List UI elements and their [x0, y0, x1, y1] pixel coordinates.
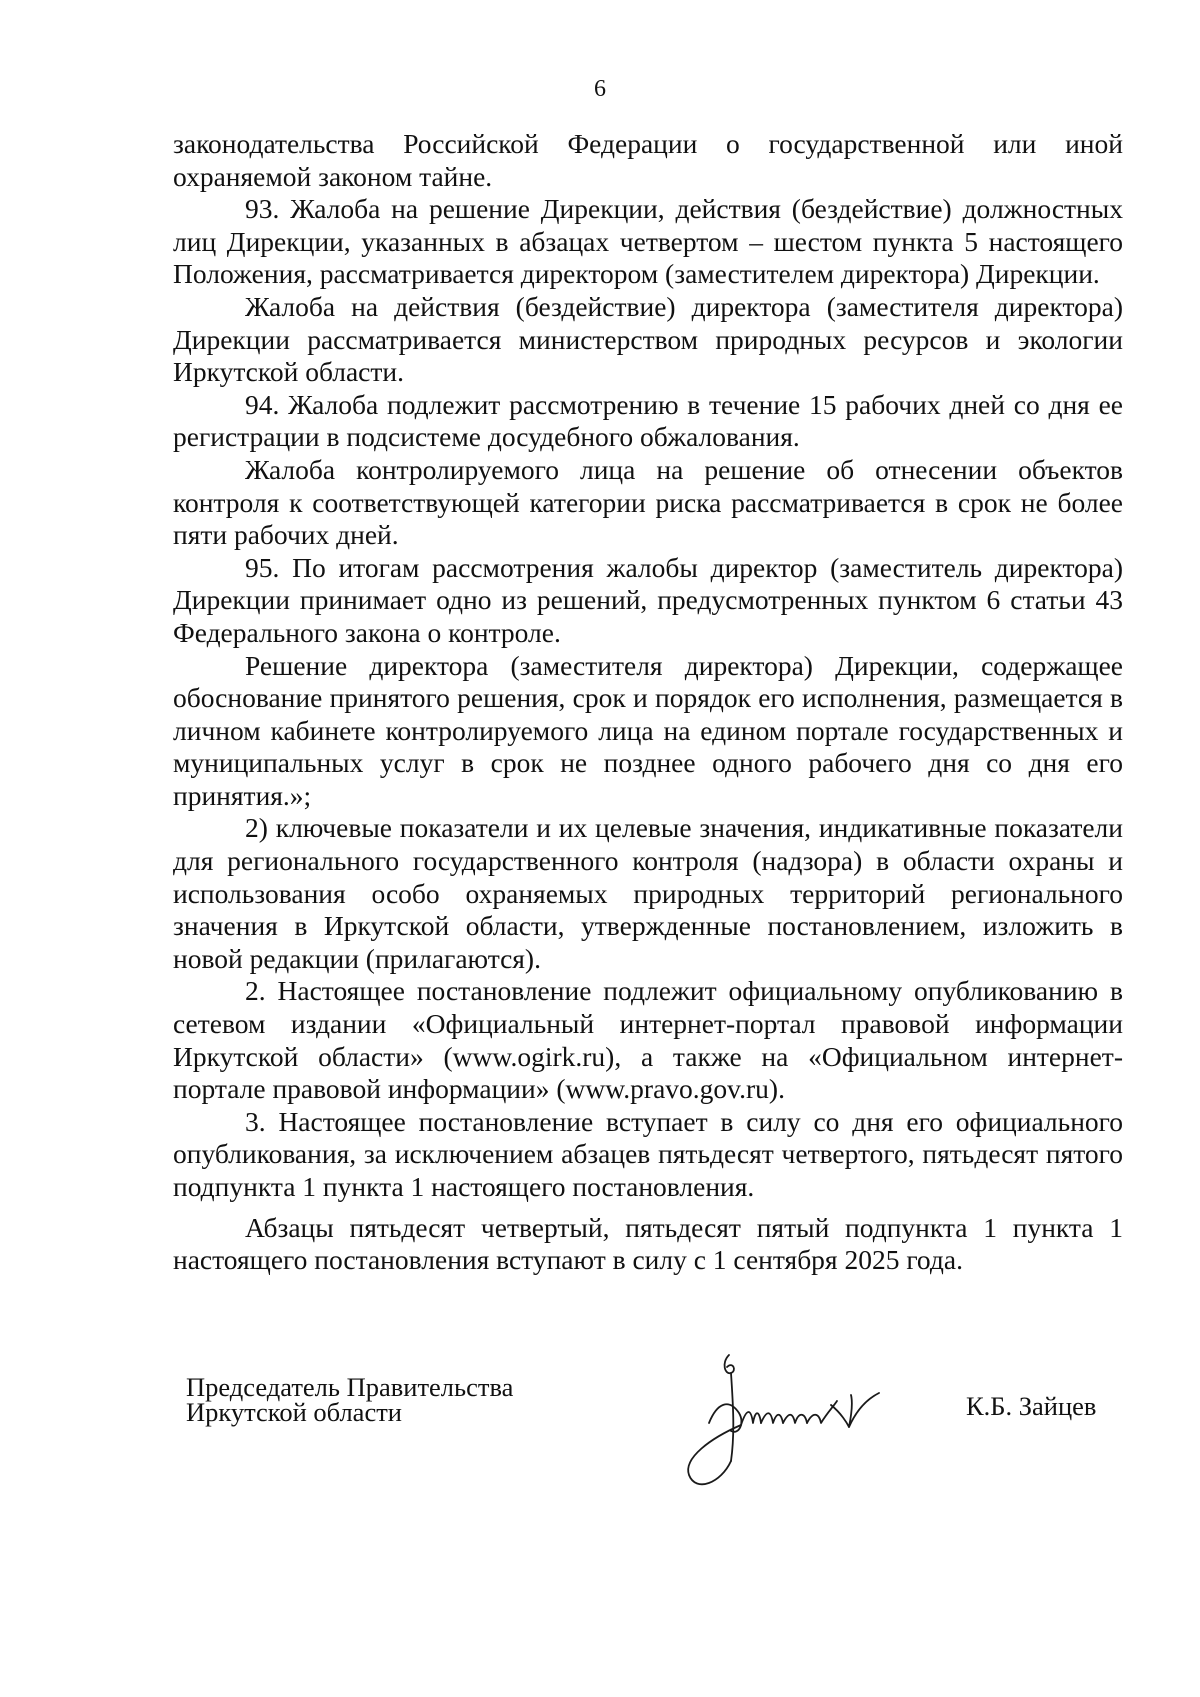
- paragraph: 93. Жалоба на решение Дирекции, действия (бездействие) должностных лиц Дирекции, указанных в абзацах четвертом – шестом пункта 5 настоящего Положения, рассматривается директором (заместителем директора) Дирекции.: [173, 193, 1123, 290]
- signature-block: [186, 1372, 1126, 1515]
- paragraph: 2. Настоящее постановление подлежит официальному опубликованию в сетевом издании «Официальный интернет-портал правовой информации Иркутской области» (www.ogirk.ru), а также на «Официальном интернет-портале правовой информации» (www.pravo.gov.ru).: [173, 975, 1123, 1105]
- handwritten-signature-icon: [681, 1343, 941, 1513]
- paragraph: Жалоба контролируемого лица на решение об отнесении объектов контроля к соответствующей категории риска рассматривается в срок не более пяти рабочих дней.: [173, 453, 1123, 551]
- page-number: 6: [594, 76, 606, 102]
- signer-name: К.Б. Зайцев: [966, 1391, 1097, 1421]
- signer-title-line: Председатель Правительства: [186, 1372, 514, 1402]
- paragraph: законодательства Российской Федерации о государственной или иной охраняемой законом тайне.: [173, 128, 1123, 192]
- paragraph: Решение директора (заместителя директора) Дирекции, содержащее обоснование принятого решения, срок и порядок его исполнения, размещается в личном кабинете контролируемого лица на едином портале государственных и муниципальных услуг в срок не позднее одного рабочего дня со дня его принятия.»;: [173, 649, 1123, 811]
- document-body: [173, 128, 1123, 1277]
- signer-title: [186, 1372, 514, 1427]
- paragraph: 2) ключевые показатели и их целевые значения, индикативные показатели для регионального государственного контроля (надзора) в области охраны и использования особо охраняемых природных территорий регионального значения в Иркутской области, утвержденные постановлением, изложить в новой редакции (прилагаются).: [173, 812, 1123, 974]
- paragraph: Абзацы пятьдесят четвертый, пятьдесят пятый подпункта 1 пункта 1 настоящего постановления вступают в силу с 1 сентября 2025 года.: [173, 1211, 1123, 1276]
- paragraph: Жалоба на действия (бездействие) директора (заместителя директора) Дирекции рассматривается министерством природных ресурсов и экологии Иркутской области.: [173, 290, 1123, 388]
- paragraph: 3. Настоящее постановление вступает в силу со дня его официального опубликования, за исключением абзацев пятьдесят четвертого, пятьдесят пятого подпункта 1 пункта 1 настоящего постановления.: [173, 1105, 1123, 1202]
- paragraph: 95. По итогам рассмотрения жалобы директор (заместитель директора) Дирекции принимает одно из решений, предусмотренных пунктом 6 статьи 43 Федерального закона о контроле.: [173, 551, 1123, 648]
- paragraph: 94. Жалоба подлежит рассмотрению в течение 15 рабочих дней со дня ее регистрации в подсистеме досудебного обжалования.: [173, 388, 1123, 453]
- signer-title-line: Иркутской области: [186, 1397, 402, 1427]
